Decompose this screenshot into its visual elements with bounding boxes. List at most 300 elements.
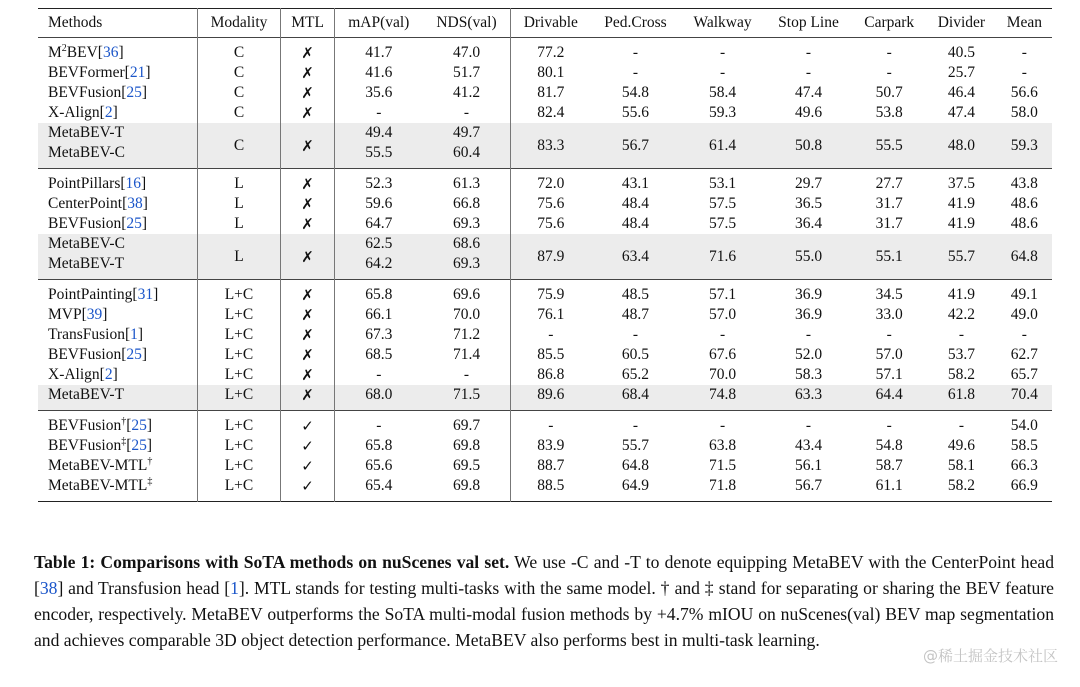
citation-link[interactable]: 2 bbox=[104, 104, 113, 121]
value-cell: 49.1 bbox=[1010, 286, 1038, 303]
value-cell: 56.1 bbox=[794, 457, 823, 474]
method-name: $M^2BEV[36]$ bbox=[38, 38, 197, 64]
value-cell: 69.8 bbox=[423, 476, 511, 502]
value-cell: 71.2 bbox=[423, 325, 511, 345]
value-cell: 41.6 bbox=[365, 64, 393, 81]
value-cell: 25.7 bbox=[947, 64, 975, 81]
value-cell: - bbox=[1021, 64, 1027, 81]
value-cell: 67.3 bbox=[365, 326, 393, 343]
value-cell: 70.0 bbox=[423, 305, 511, 325]
value-cell: - bbox=[805, 326, 812, 343]
value-cell: 64.2 bbox=[334, 254, 423, 280]
value-cell: 50.8 bbox=[765, 123, 853, 169]
value-cell: 72.0 bbox=[537, 175, 565, 192]
method-name: BEVFusion‡[25] bbox=[38, 436, 197, 456]
table-row bbox=[38, 280, 1052, 306]
value-cell: 74.8 bbox=[680, 385, 764, 411]
cross-icon: ✗ bbox=[281, 38, 334, 64]
value-cell: 65.6 bbox=[365, 457, 393, 474]
modality-cell: L bbox=[197, 194, 281, 214]
value-cell: 55.7 bbox=[926, 234, 997, 280]
cross-icon: ✗ bbox=[281, 345, 334, 365]
value-cell: 65.8 bbox=[365, 286, 393, 303]
method-label: MetaBEV-MTL bbox=[48, 457, 148, 474]
value-cell: - bbox=[632, 44, 639, 61]
value-cell: 76.1 bbox=[537, 306, 565, 323]
value-cell: - bbox=[719, 417, 726, 434]
value-cell: 63.4 bbox=[591, 234, 681, 280]
value-cell: 48.4 bbox=[621, 195, 650, 212]
method-name bbox=[38, 476, 197, 502]
value-cell: 58.3 bbox=[794, 366, 823, 383]
value-cell: - bbox=[376, 366, 382, 383]
value-cell: 49.0 bbox=[1010, 306, 1038, 323]
table-row bbox=[38, 83, 1052, 103]
method-name: X-Align[2] bbox=[38, 103, 197, 123]
header-nds: NDS(val) bbox=[423, 9, 511, 38]
citation-link[interactable]: 25 bbox=[126, 215, 142, 232]
value-cell: 68.4 bbox=[591, 385, 681, 411]
value-cell: 66.8 bbox=[423, 194, 511, 214]
modality-cell: L+C bbox=[197, 325, 281, 345]
value-cell: 36.9 bbox=[794, 306, 823, 323]
value-cell: 80.1 bbox=[537, 64, 565, 81]
value-cell: 69.3 bbox=[423, 214, 511, 234]
value-cell: 68.0 bbox=[334, 385, 423, 411]
value-cell: 57.1 bbox=[708, 286, 737, 303]
value-cell: - bbox=[719, 326, 726, 343]
modality-cell: L+C bbox=[197, 436, 281, 456]
caption-label: Table 1: bbox=[34, 552, 96, 572]
method-label: BEVFusion bbox=[48, 215, 122, 232]
value-cell: 65.2 bbox=[621, 366, 650, 383]
header-walkway: Walkway bbox=[693, 14, 752, 31]
cross-icon: ✗ bbox=[281, 234, 334, 280]
value-cell: - bbox=[805, 417, 812, 434]
table-row-ours bbox=[38, 123, 1052, 143]
value-cell: 71.5 bbox=[708, 457, 737, 474]
table-row bbox=[38, 214, 1052, 234]
value-cell: 70.0 bbox=[708, 366, 737, 383]
value-cell: 36.5 bbox=[794, 195, 823, 212]
caption-text-3: ]. MTL stands for testing multi-tasks with the same model. † and ‡ stand for separating or sharing the BEV feature encoder, respectively. MetaBEV outperforms the SoTA multi-modal fusion methods by +4.7% mIOU on nuScenes(val) BEV map segmentation and achieves comparable 3D object detection performance. MetaBEV also performs best in multi-task learning. bbox=[34, 578, 1054, 650]
results-table bbox=[38, 8, 1052, 502]
method-name: MetaBEV-T bbox=[38, 123, 197, 143]
value-cell: 47.0 bbox=[423, 38, 511, 64]
value-cell: 50.7 bbox=[875, 84, 903, 101]
value-cell: 64.8 bbox=[621, 457, 650, 474]
cross-icon: ✗ bbox=[281, 83, 334, 103]
value-cell: 83.9 bbox=[537, 437, 565, 454]
method-name: MetaBEV-C bbox=[38, 234, 197, 254]
value-cell: - bbox=[632, 417, 639, 434]
method-label: BEVFusion bbox=[48, 84, 122, 101]
value-cell: 48.7 bbox=[621, 306, 650, 323]
value-cell: 75.9 bbox=[537, 286, 565, 303]
table-row bbox=[38, 325, 1052, 345]
method-label: X-Align bbox=[48, 104, 100, 121]
value-cell: 49.4 bbox=[334, 123, 423, 143]
cross-icon: ✗ bbox=[281, 63, 334, 83]
value-cell: 35.6 bbox=[365, 84, 393, 101]
value-cell: 69.3 bbox=[423, 254, 511, 280]
value-cell: 62.5 bbox=[334, 234, 423, 254]
value-cell: 66.3 bbox=[1010, 457, 1038, 474]
value-cell: 62.7 bbox=[1010, 346, 1038, 363]
value-cell: 60.4 bbox=[423, 143, 511, 169]
method-label: BEVFusion bbox=[48, 346, 122, 363]
modality-cell: L+C bbox=[197, 280, 281, 306]
value-cell: 41.9 bbox=[947, 215, 975, 232]
value-cell: 31.7 bbox=[875, 215, 903, 232]
value-cell: - bbox=[886, 64, 892, 81]
method-name: MetaBEV-T bbox=[38, 254, 197, 280]
method-label: X-Align bbox=[48, 366, 100, 383]
value-cell: 58.5 bbox=[1010, 437, 1038, 454]
method-superscript: † bbox=[121, 415, 127, 427]
value-cell: 71.5 bbox=[423, 385, 511, 411]
value-cell: 57.0 bbox=[875, 346, 903, 363]
caption-title: Comparisons with SoTA methods on nuScenes val set. bbox=[100, 552, 510, 572]
value-cell: 36.9 bbox=[794, 286, 823, 303]
value-cell: - bbox=[1021, 326, 1027, 343]
method-name: PointPillars[16] bbox=[38, 169, 197, 195]
value-cell: 49.6 bbox=[794, 104, 823, 121]
modality-cell: L bbox=[197, 214, 281, 234]
value-cell: 58.7 bbox=[875, 457, 903, 474]
table-row bbox=[38, 436, 1052, 456]
value-cell: 48.5 bbox=[621, 286, 650, 303]
caption-text-2: ] and Transfusion head [ bbox=[57, 578, 231, 598]
value-cell: 43.8 bbox=[1010, 175, 1038, 192]
value-cell: 55.6 bbox=[621, 104, 650, 121]
header-row bbox=[38, 9, 1052, 38]
citation-link[interactable]: 36 bbox=[102, 44, 119, 61]
check-icon: ✓ bbox=[281, 476, 334, 502]
value-cell: 61.8 bbox=[926, 385, 997, 411]
citation-link[interactable]: 31 bbox=[137, 286, 154, 303]
method-name: TransFusion[1] bbox=[38, 325, 197, 345]
value-cell: 42.2 bbox=[947, 306, 975, 323]
value-cell: 71.6 bbox=[680, 234, 764, 280]
value-cell: 29.7 bbox=[794, 175, 823, 192]
value-cell: - bbox=[805, 64, 812, 81]
value-cell: 55.1 bbox=[852, 234, 926, 280]
value-cell: 41.7 bbox=[365, 44, 393, 61]
value-cell: 58.2 bbox=[947, 366, 975, 383]
value-cell: 46.4 bbox=[947, 84, 975, 101]
value-cell: 48.6 bbox=[1010, 195, 1038, 212]
caption-citation-link[interactable]: 1 bbox=[230, 578, 239, 598]
value-cell: 87.9 bbox=[511, 234, 591, 280]
modality-cell: L bbox=[197, 234, 281, 280]
citation-link[interactable]: 25 bbox=[126, 84, 142, 101]
value-cell: 27.7 bbox=[875, 175, 903, 192]
value-cell: 63.3 bbox=[765, 385, 853, 411]
header-ped-cross: Ped.Cross bbox=[604, 14, 667, 31]
value-cell: 75.6 bbox=[537, 195, 565, 212]
value-cell: 67.6 bbox=[708, 346, 737, 363]
table-row bbox=[38, 365, 1052, 385]
method-label: BEVFormer bbox=[48, 64, 125, 81]
value-cell: 49.7 bbox=[423, 123, 511, 143]
header-mtl: MTL bbox=[281, 9, 334, 38]
cross-icon: ✗ bbox=[281, 103, 334, 123]
header-modality: Modality bbox=[197, 9, 281, 38]
value-cell: 64.7 bbox=[365, 215, 393, 232]
value-cell: - bbox=[958, 326, 964, 343]
value-cell: 57.0 bbox=[708, 306, 737, 323]
value-cell: - bbox=[632, 64, 639, 81]
method-superscript: ‡ bbox=[121, 435, 127, 447]
method-label: MVP bbox=[48, 306, 82, 323]
value-cell: 57.1 bbox=[875, 366, 903, 383]
cross-icon: ✗ bbox=[281, 325, 334, 345]
value-cell: 47.4 bbox=[947, 104, 975, 121]
value-cell: 48.0 bbox=[926, 123, 997, 169]
value-cell: 64.9 bbox=[621, 477, 650, 494]
value-cell: 75.6 bbox=[537, 215, 565, 232]
check-icon: ✓ bbox=[281, 436, 334, 456]
value-cell: 66.9 bbox=[1010, 477, 1038, 494]
value-cell: 69.8 bbox=[423, 436, 511, 456]
value-cell: - bbox=[423, 103, 511, 123]
value-cell: 71.4 bbox=[423, 345, 511, 365]
value-cell: 51.7 bbox=[423, 63, 511, 83]
value-cell: 48.6 bbox=[1010, 215, 1038, 232]
method-name: X-Align[2] bbox=[38, 365, 197, 385]
value-cell: 61.3 bbox=[423, 169, 511, 195]
cross-icon: ✗ bbox=[281, 123, 334, 169]
method-label: PointPillars bbox=[48, 175, 121, 192]
value-cell: - bbox=[548, 417, 554, 434]
value-cell: 55.5 bbox=[334, 143, 423, 169]
value-cell: 43.1 bbox=[621, 175, 650, 192]
modality-cell: L+C bbox=[197, 476, 281, 502]
method-superscript: † bbox=[147, 455, 153, 467]
value-cell: 54.0 bbox=[1010, 417, 1038, 434]
value-cell: 70.4 bbox=[997, 385, 1052, 411]
check-icon: ✓ bbox=[281, 456, 334, 476]
cross-icon: ✗ bbox=[281, 365, 334, 385]
cross-icon: ✗ bbox=[281, 194, 334, 214]
header-carpark: Carpark bbox=[864, 14, 915, 31]
value-cell: 40.5 bbox=[947, 44, 975, 61]
value-cell: - bbox=[548, 326, 554, 343]
value-cell: 77.2 bbox=[537, 44, 565, 61]
method-label: BEVFusion bbox=[48, 437, 122, 454]
value-cell: - bbox=[886, 326, 892, 343]
value-cell: 64.4 bbox=[852, 385, 926, 411]
value-cell: 58.0 bbox=[1010, 104, 1038, 121]
value-cell: 33.0 bbox=[875, 306, 903, 323]
value-cell: 85.5 bbox=[537, 346, 565, 363]
value-cell: 48.4 bbox=[621, 215, 650, 232]
value-cell: 59.3 bbox=[708, 104, 737, 121]
results-table-container bbox=[38, 8, 1052, 502]
value-cell: 52.3 bbox=[365, 175, 393, 192]
method-name: MetaBEV-C bbox=[38, 143, 197, 169]
value-cell: - bbox=[423, 365, 511, 385]
value-cell: 53.8 bbox=[875, 104, 903, 121]
value-cell: 55.5 bbox=[852, 123, 926, 169]
citation-link[interactable]: 16 bbox=[125, 175, 142, 192]
method-label: MetaBEV-MTL bbox=[48, 477, 148, 494]
modality-cell: C bbox=[197, 123, 281, 169]
header-stop-line: Stop Line bbox=[778, 14, 839, 31]
table-group bbox=[38, 280, 1052, 411]
value-cell: 61.1 bbox=[875, 477, 903, 494]
value-cell: 55.7 bbox=[621, 437, 650, 454]
value-cell: 58.1 bbox=[947, 457, 975, 474]
value-cell: 65.8 bbox=[365, 437, 393, 454]
value-cell: 41.9 bbox=[947, 195, 975, 212]
value-cell: 88.7 bbox=[537, 457, 565, 474]
value-cell: - bbox=[1021, 44, 1027, 61]
citation-link[interactable]: 21 bbox=[129, 64, 146, 81]
table-row bbox=[38, 194, 1052, 214]
value-cell: 81.7 bbox=[537, 84, 565, 101]
method-name bbox=[38, 456, 197, 476]
value-cell: - bbox=[805, 44, 812, 61]
method-label: BEVFusion bbox=[48, 417, 122, 434]
header-mean: Mean bbox=[1006, 14, 1042, 31]
value-cell: 41.9 bbox=[947, 286, 975, 303]
table-row bbox=[38, 456, 1052, 476]
modality-cell: C bbox=[197, 38, 281, 64]
modality-cell: C bbox=[197, 63, 281, 83]
value-cell: 82.4 bbox=[537, 104, 565, 121]
value-cell: 56.7 bbox=[794, 477, 823, 494]
value-cell: 57.5 bbox=[708, 195, 737, 212]
table-caption bbox=[34, 549, 1054, 653]
value-cell: - bbox=[886, 417, 892, 434]
method-name: BEVFusion†[25] bbox=[38, 411, 197, 437]
value-cell: 65.4 bbox=[365, 477, 393, 494]
value-cell: 47.4 bbox=[794, 84, 823, 101]
caption-text-1: We use -C and -T to denote equipping MetaBEV with the CenterPoint head [ bbox=[34, 552, 1054, 598]
method-label: TransFusion bbox=[48, 326, 125, 343]
method-label: PointPainting bbox=[48, 286, 133, 303]
table-row-ours bbox=[38, 234, 1052, 254]
value-cell: 57.5 bbox=[708, 215, 737, 232]
header-methods: Methods bbox=[38, 9, 197, 38]
citation-link[interactable]: 2 bbox=[104, 366, 113, 383]
method-name: PointPainting[31] bbox=[38, 280, 197, 306]
modality-cell: L+C bbox=[197, 305, 281, 325]
table-row bbox=[38, 38, 1052, 64]
citation-link[interactable]: 39 bbox=[86, 306, 103, 323]
cross-icon: ✗ bbox=[281, 214, 334, 234]
cross-icon: ✗ bbox=[281, 305, 334, 325]
table-row bbox=[38, 305, 1052, 325]
value-cell: 59.3 bbox=[997, 123, 1052, 169]
value-cell: 31.7 bbox=[875, 195, 903, 212]
method-label: M bbox=[48, 44, 62, 61]
value-cell: - bbox=[632, 326, 639, 343]
table-group bbox=[38, 411, 1052, 502]
table-row bbox=[38, 345, 1052, 365]
method-name: BEVFusion[25] bbox=[38, 83, 197, 103]
value-cell: 49.6 bbox=[947, 437, 975, 454]
table-row-ours bbox=[38, 385, 1052, 411]
method-superscript: ‡ bbox=[147, 475, 153, 487]
table-row bbox=[38, 476, 1052, 502]
citation-link[interactable]: 38 bbox=[127, 195, 143, 212]
value-cell: 56.7 bbox=[591, 123, 681, 169]
table-row bbox=[38, 169, 1052, 195]
value-cell: 61.4 bbox=[680, 123, 764, 169]
modality-cell: L+C bbox=[197, 456, 281, 476]
value-cell: 88.5 bbox=[537, 477, 565, 494]
value-cell: 58.4 bbox=[708, 84, 737, 101]
modality-cell: L+C bbox=[197, 385, 281, 411]
citation-link[interactable]: 25 bbox=[131, 437, 147, 454]
value-cell: 58.2 bbox=[947, 477, 975, 494]
value-cell: 54.8 bbox=[621, 84, 650, 101]
value-cell: 37.5 bbox=[947, 175, 975, 192]
header-map: mAP(val) bbox=[348, 14, 410, 31]
method-name: MetaBEV-T bbox=[38, 385, 197, 411]
cross-icon: ✗ bbox=[281, 169, 334, 195]
header-divider: Divider bbox=[937, 14, 986, 31]
citation-link[interactable]: 25 bbox=[131, 417, 147, 434]
value-cell: 41.2 bbox=[423, 83, 511, 103]
value-cell: 64.8 bbox=[997, 234, 1052, 280]
table-group bbox=[38, 38, 1052, 169]
modality-cell: C bbox=[197, 103, 281, 123]
value-cell: - bbox=[886, 44, 892, 61]
modality-cell: L+C bbox=[197, 365, 281, 385]
value-cell: 36.4 bbox=[794, 215, 823, 232]
table-group bbox=[38, 169, 1052, 280]
table-row bbox=[38, 63, 1052, 83]
value-cell: 69.5 bbox=[423, 456, 511, 476]
value-cell: 68.5 bbox=[365, 346, 393, 363]
value-cell: 63.8 bbox=[708, 437, 737, 454]
citation-link[interactable]: 1 bbox=[130, 326, 138, 343]
header-drivable: Drivable bbox=[523, 14, 578, 31]
cross-icon: ✗ bbox=[281, 385, 334, 411]
value-cell: 89.6 bbox=[511, 385, 591, 411]
value-cell: 86.8 bbox=[537, 366, 565, 383]
method-superscript: 2 bbox=[61, 42, 67, 54]
value-cell: - bbox=[376, 417, 382, 434]
value-cell: - bbox=[376, 104, 382, 121]
value-cell: 65.7 bbox=[1010, 366, 1038, 383]
value-cell: 59.6 bbox=[365, 195, 393, 212]
value-cell: 52.0 bbox=[794, 346, 823, 363]
table-row bbox=[38, 103, 1052, 123]
value-cell: - bbox=[958, 417, 964, 434]
value-cell: 69.6 bbox=[423, 280, 511, 306]
check-icon: ✓ bbox=[281, 411, 334, 437]
caption-citation-link[interactable]: 38 bbox=[39, 578, 58, 598]
value-cell: 68.6 bbox=[423, 234, 511, 254]
method-name: BEVFormer[21] bbox=[38, 63, 197, 83]
value-cell: 56.6 bbox=[1010, 84, 1038, 101]
citation-link[interactable]: 25 bbox=[126, 346, 142, 363]
method-label-tail: BEV bbox=[66, 44, 98, 61]
value-cell: 60.5 bbox=[621, 346, 650, 363]
value-cell: 53.7 bbox=[947, 346, 975, 363]
value-cell: - bbox=[719, 44, 726, 61]
value-cell: 53.1 bbox=[708, 175, 737, 192]
value-cell: 66.1 bbox=[365, 306, 393, 323]
watermark: @稀土掘金技术社区 bbox=[922, 647, 1058, 665]
modality-cell: L bbox=[197, 169, 281, 195]
method-name: BEVFusion[25] bbox=[38, 214, 197, 234]
